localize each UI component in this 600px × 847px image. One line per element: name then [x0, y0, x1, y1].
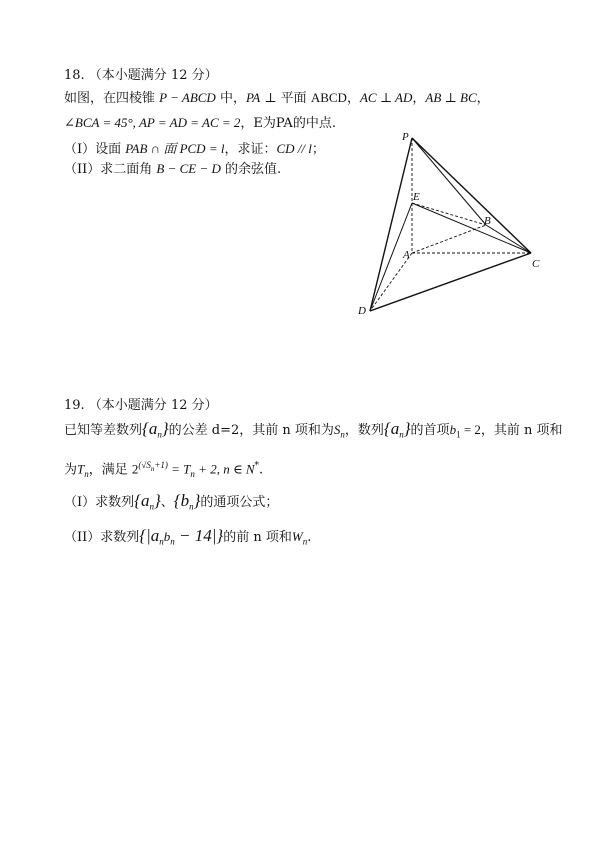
q18-part2: （II）求二面角 B − CE − D 的余弦值.: [64, 161, 282, 177]
label-A: A: [403, 249, 410, 261]
label-D: D: [358, 305, 366, 317]
q19-part2: （II）求数列$\{|a_nb_n - 14|\}$的前 n 项和$W_n$.: [64, 526, 312, 547]
edge-DC: [370, 253, 531, 311]
pyramid-figure: [355, 130, 545, 320]
edge-BC: [486, 225, 531, 253]
q19-part1: （I）求数列$\{a_n\}$、$\{b_n\}$的通项公式；: [64, 491, 279, 512]
edge-EB: [412, 203, 486, 225]
q19-statement-line2: 为$T_n$，满足 $2^{(√S_n+1)} = T_n + 2$, n ∈ N*.: [64, 460, 264, 479]
label-E: E: [413, 191, 420, 203]
q18-statement-line2: ∠BCA = 45°, AP = AD = AC = 2，E为PA的中点.: [64, 115, 336, 131]
q18-part1: （I）设面 PAB ∩ 面 PCD = l，求证：CD // l；: [64, 141, 325, 157]
q19-statement-line1: 已知等差数列$\{a_n\}$的公差 d=2，其前 n 项和为$S_n$，数列$\{a_n\}$的首项$b_1 = 2$，其前 n 项和: [64, 419, 563, 440]
edge-AB: [412, 225, 486, 253]
edge-PC: [412, 138, 531, 253]
edge-PD: [370, 138, 412, 311]
label-C: C: [532, 258, 540, 270]
q19-header: 19. （本小题满分 12 分）: [64, 398, 218, 413]
label-B: B: [484, 215, 491, 227]
q18-header: 18. （本小题满分 12 分）: [64, 68, 218, 83]
edge-PB: [412, 138, 486, 225]
q18-statement-line1: 如图，在四棱锥 P − ABCD 中，PA ⊥ 平面 ABCD，AC ⊥ AD，AB ⊥ BC，: [64, 90, 490, 106]
label-P: P: [402, 131, 409, 143]
edge-AD: [370, 253, 412, 311]
edge-EC: [412, 203, 531, 253]
